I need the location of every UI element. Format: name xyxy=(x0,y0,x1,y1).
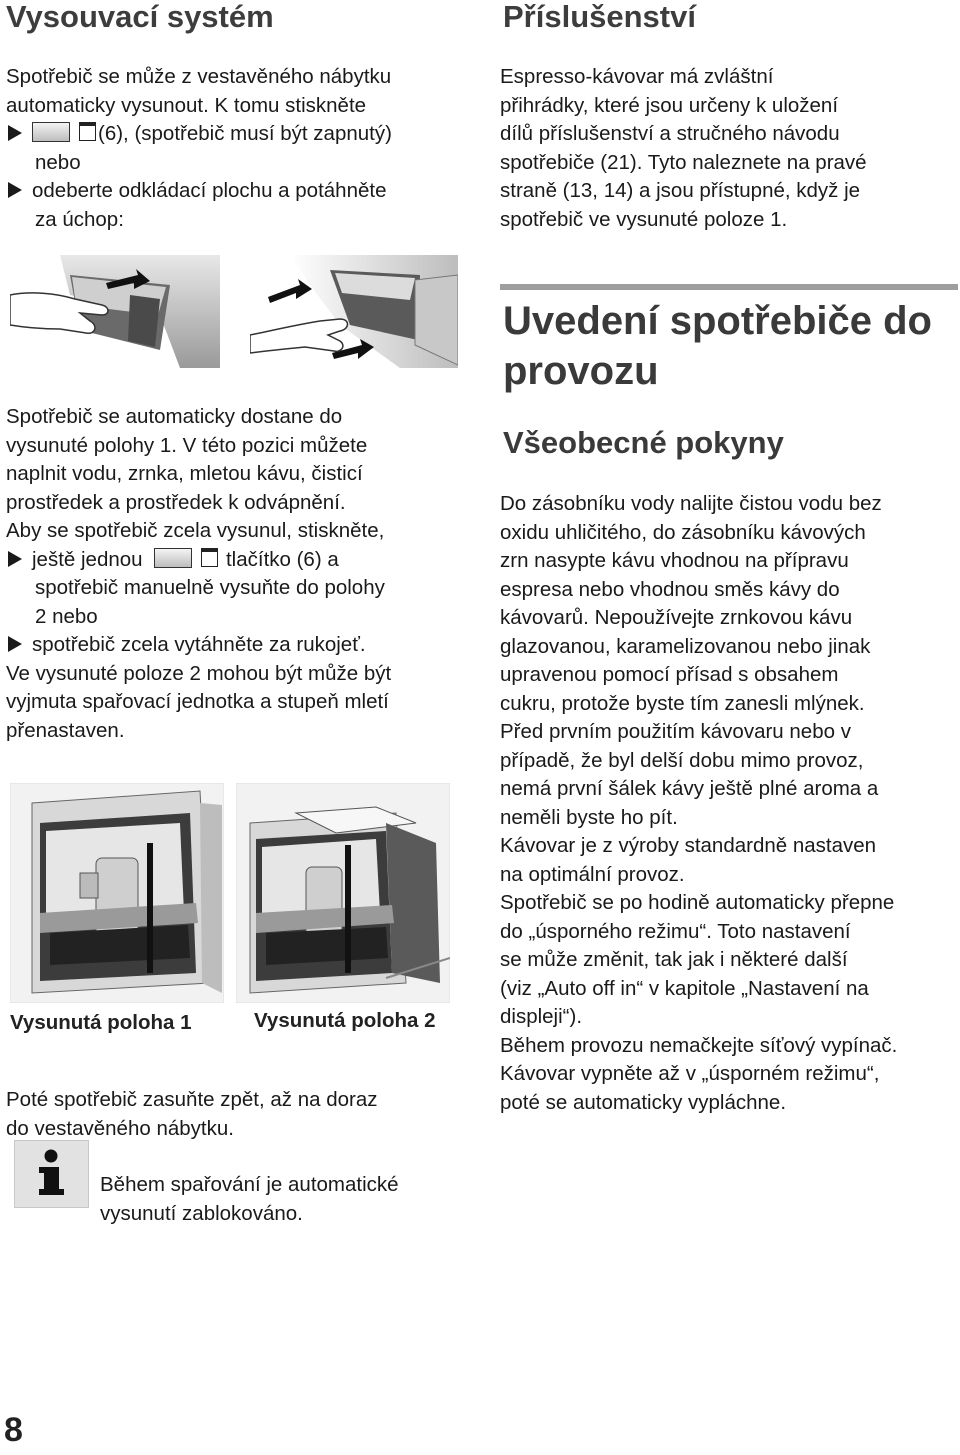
general-line: espresa nebo vhodnou směs kávy do xyxy=(500,577,840,601)
general-line: (viz „Auto off in“ v kapitole „Nastavení na xyxy=(500,976,869,1000)
slide-key-icon xyxy=(154,548,192,568)
body-line: Aby se spotřebič zcela vysunul, stiskněte, xyxy=(6,519,385,542)
intro-paragraph xyxy=(6,63,392,234)
page-number: 8 xyxy=(4,1411,23,1449)
general-line: do „úsporného režimu“. Toto nastavení xyxy=(500,919,851,943)
illustration-pull-handle xyxy=(10,255,220,368)
general-line: kávovarů. Nepoužívejte zrnkovou kávu xyxy=(500,606,853,629)
bullet-arrow-icon xyxy=(8,551,22,567)
body-line: 2 nebo xyxy=(35,604,98,628)
section-title-line: Uvedení spotřebiče do xyxy=(503,299,932,343)
body-bullet-again xyxy=(6,546,391,575)
general-paragraph xyxy=(500,490,897,1117)
intro-bullet-button xyxy=(6,120,392,149)
intro-line: automaticky vysunout. K tomu stiskněte xyxy=(6,93,367,117)
general-line: Během provozu nemačkejte síťový vypínač. xyxy=(500,1033,898,1057)
general-line: poté se automaticky vypláchne. xyxy=(500,1090,787,1114)
info-icon xyxy=(14,1140,89,1208)
general-line: Před prvním použitím kávovaru nebo v xyxy=(500,720,851,743)
acc-line: spotřebiče (21). Tyto naleznete na pravé xyxy=(500,150,867,174)
after-line: Poté spotřebič zasuňte zpět, až na doraz xyxy=(6,1088,378,1111)
illustration-position-1 xyxy=(10,783,224,1003)
acc-line: Espresso-kávovar má zvláštní xyxy=(500,65,774,88)
body-bullet-pull xyxy=(6,631,391,660)
general-line: Do zásobníku vody nalijte čistou vodu bez xyxy=(500,492,882,515)
general-line: případě, že byl delší dobu mimo provoz, xyxy=(500,748,864,772)
intro-line: odeberte odkládací plochu a potáhněte xyxy=(32,179,387,202)
body-line: přenastaven. xyxy=(6,718,125,742)
caption-position-1: Vysunutá poloha 1 xyxy=(10,1011,192,1034)
acc-line: dílů příslušenství a stručného návodu xyxy=(500,122,840,145)
general-line: na optimální provoz. xyxy=(500,862,685,886)
general-line: se může změnit, tak jak i některé další xyxy=(500,948,848,971)
body-line: vyjmuta spařovací jednotka a stupeň mletí xyxy=(6,690,389,713)
general-line: Spotřebič se po hodině automaticky přepne xyxy=(500,891,895,914)
general-line: displeji“). xyxy=(500,1005,583,1028)
info-note xyxy=(100,1171,399,1228)
info-line: vysunutí zablokováno. xyxy=(100,1201,303,1225)
intro-line: nebo xyxy=(35,150,81,174)
general-line: neměli byste ho pít. xyxy=(500,805,678,829)
general-line: Kávovar vypněte až v „úsporném režimu“, xyxy=(500,1062,880,1085)
after-line: do vestavěného nábytku. xyxy=(6,1116,234,1140)
general-line: upravenou pomocí přísad s obsahem xyxy=(500,663,839,686)
body-line: Spotřebič se automaticky dostane do xyxy=(6,405,343,428)
section-divider xyxy=(500,284,958,290)
body-line: Ve vysunuté poloze 2 mohou být může být xyxy=(6,661,392,685)
body-line: tlačítko (6) a xyxy=(225,547,339,571)
drawer-symbol-icon xyxy=(79,122,96,141)
general-line: nemá první šálek kávy ještě plné aroma a xyxy=(500,777,879,800)
acc-line: přihrádky, které jsou určeny k uložení xyxy=(500,93,839,117)
info-line: Během spařování je automatické xyxy=(100,1173,399,1196)
body-line: naplnit vodu, zrnka, mletou kávu, čisticí xyxy=(6,462,363,485)
caption-position-2: Vysunutá poloha 2 xyxy=(254,1009,436,1032)
illustration-position-2 xyxy=(236,783,450,1003)
drawer-symbol-icon xyxy=(201,548,218,567)
bullet-arrow-icon xyxy=(8,636,22,652)
general-line: zrn nasypte kávu vhodnou na přípravu xyxy=(500,549,849,572)
general-line: glazovanou, karamelizovanou nebo jinak xyxy=(500,634,871,658)
bullet-arrow-icon xyxy=(8,182,22,198)
bullet-arrow-icon xyxy=(8,125,22,141)
body-line: ještě jednou xyxy=(32,547,143,571)
intro-line: za úchop: xyxy=(35,207,124,231)
acc-line: spotřebič ve vysunuté poloze 1. xyxy=(500,207,788,231)
intro-line: (6), (spotřebič musí být zapnutý) xyxy=(98,122,392,145)
after-paragraph xyxy=(6,1086,378,1143)
illustration-push-button xyxy=(250,255,458,368)
general-line: cukru, protože byste tím zanesli mlýnek. xyxy=(500,691,865,715)
body-line: vysunuté polohy 1. V této pozici můžete xyxy=(6,433,368,457)
general-line: Kávovar je z výroby standardně nastaven xyxy=(500,834,877,857)
body-line: prostředek a prostředek k odvápnění. xyxy=(6,490,346,514)
intro-bullet-pull xyxy=(6,177,392,206)
subheading-general: Všeobecné pokyny xyxy=(503,425,784,460)
accessories-paragraph xyxy=(500,63,867,234)
body-line: spotřebič zcela vytáhněte za rukojeť. xyxy=(32,633,366,656)
heading-prislusenstvi: Příslušenství xyxy=(503,0,696,34)
acc-line: straně (13, 14) a jsou přístupné, když je xyxy=(500,179,861,202)
section-title-line: provozu xyxy=(503,349,659,393)
general-line: oxidu uhličitého, do zásobníku kávových xyxy=(500,520,866,544)
section-title xyxy=(503,296,932,396)
body-paragraph xyxy=(6,403,391,745)
intro-line: Spotřebič se může z vestavěného nábytku xyxy=(6,65,392,88)
body-line: spotřebič manuelně vysuňte do polohy xyxy=(35,576,385,599)
slide-key-icon xyxy=(32,122,70,142)
heading-vysouvaci-system: Vysouvací systém xyxy=(6,0,274,34)
